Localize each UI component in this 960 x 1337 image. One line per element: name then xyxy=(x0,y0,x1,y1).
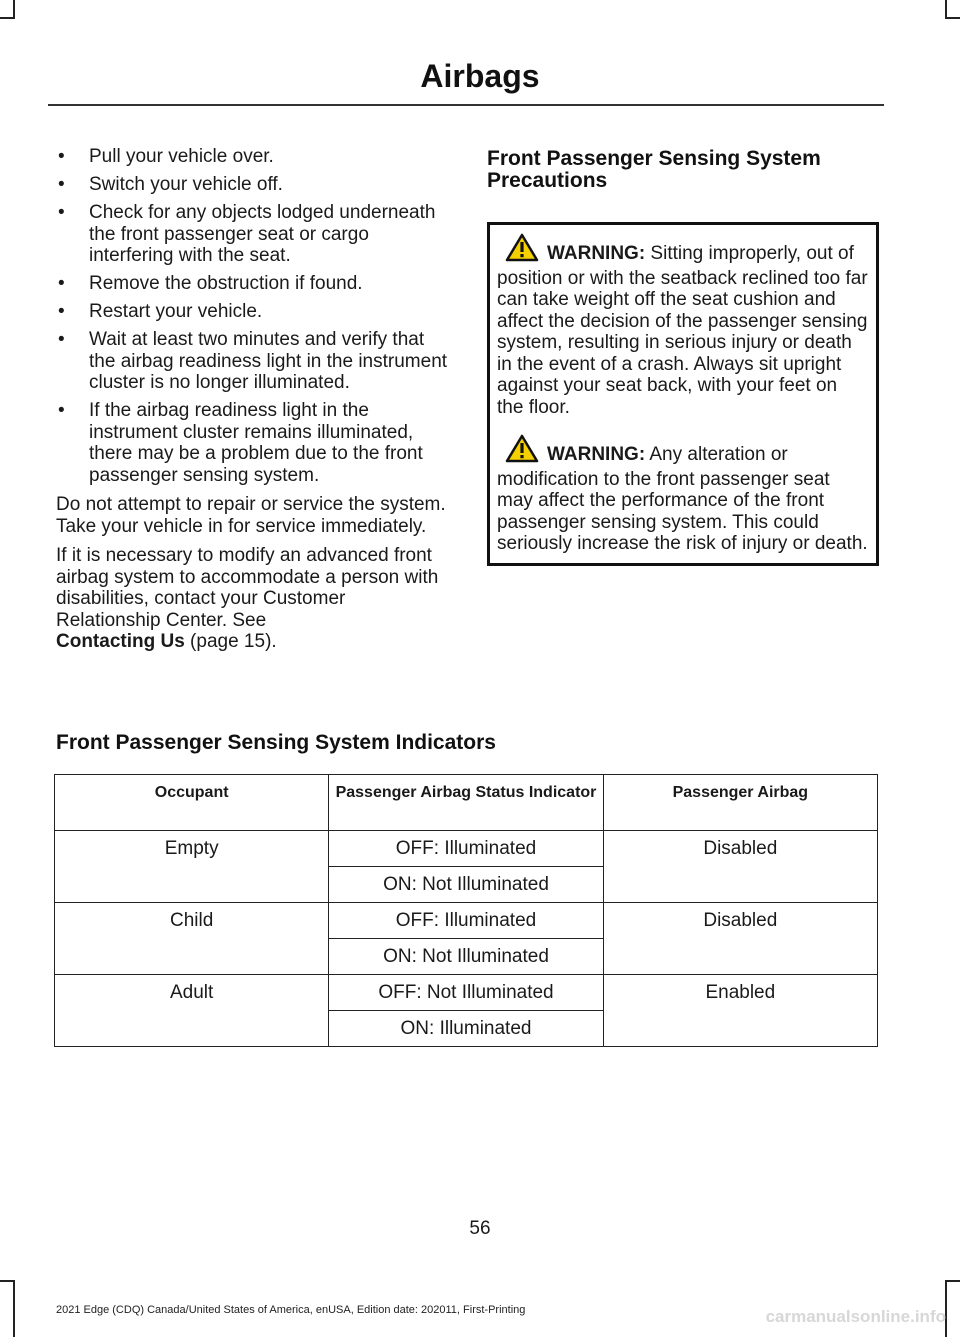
warning-text: Sitting improperly, out of position or with the seatback reclined too far can take weight off the seat cushion and affect the decision of the passenger sensing system, resulting in serious injury or death in the event of a crash. Always sit upright against your seat back, with your feet on the floor. xyxy=(497,243,868,418)
crop-mark-bottom-right-h xyxy=(945,1280,960,1282)
bullet-marker: • xyxy=(58,202,65,223)
cell-status-off: OFF: Illuminated xyxy=(329,903,603,939)
column-header-occupant: Occupant xyxy=(55,775,329,831)
crop-mark-bottom-left-v xyxy=(13,1280,15,1337)
cell-airbag: Enabled xyxy=(603,975,877,1047)
list-item xyxy=(56,400,448,486)
paragraph-modify-text: If it is necessary to modify an advanced front airbag system to accommodate a person with disabilities, contact your Customer Relationship Center. See xyxy=(56,545,439,631)
warning-box xyxy=(487,222,879,566)
table-header-row xyxy=(55,775,878,831)
header-divider xyxy=(48,104,884,106)
cell-status-on: ON: Not Illuminated xyxy=(329,939,603,975)
crop-mark-top-left-h xyxy=(0,17,15,19)
cell-status-off: OFF: Illuminated xyxy=(329,831,603,867)
list-item xyxy=(56,174,448,196)
bullet-marker: • xyxy=(58,273,65,294)
warning-triangle-icon xyxy=(505,233,539,268)
cell-airbag: Disabled xyxy=(603,831,877,903)
table-row xyxy=(55,975,878,1011)
paragraph-service: Do not attempt to repair or service the system. Take your vehicle in for service immediately. xyxy=(56,494,446,537)
right-column xyxy=(487,148,879,566)
section-heading: Front Passenger Sensing System Precautions xyxy=(487,147,821,192)
column-header-passenger-airbag: Passenger Airbag xyxy=(603,775,877,831)
warning-text: Any alteration or modification to the front passenger seat may affect the performance of the front passenger sensing system. This could seriously increase the risk of injury or death. xyxy=(497,444,868,554)
table-row xyxy=(55,831,878,867)
list-item-text: Remove the obstruction if found. xyxy=(89,273,363,294)
cell-occupant: Empty xyxy=(55,831,329,903)
indicators-table xyxy=(54,774,878,1047)
list-item xyxy=(56,202,448,267)
warning-label: WARNING: xyxy=(547,243,646,264)
bullet-marker: • xyxy=(58,146,65,167)
footer-text: 2021 Edge (CDQ) Canada/United States of America, enUSA, Edition date: 202011, First-Printing xyxy=(56,1304,526,1316)
list-item-text: Wait at least two minutes and verify that the airbag readiness light in the instrument cluster is no longer illuminated. xyxy=(89,329,448,393)
bullet-list xyxy=(56,146,448,486)
cell-status-off: OFF: Not Illuminated xyxy=(329,975,603,1011)
cell-occupant: Adult xyxy=(55,975,329,1047)
cell-airbag: Disabled xyxy=(603,903,877,975)
list-item xyxy=(56,273,448,295)
list-item-text: If the airbag readiness light in the instrument cluster remains illuminated, there may be a problem due to the front passenger sensing system. xyxy=(89,400,423,486)
cell-status-on: ON: Illuminated xyxy=(329,1011,603,1047)
crop-mark-top-right-h xyxy=(945,17,960,19)
table-title: Front Passenger Sensing System Indicators xyxy=(56,731,496,754)
warning-2 xyxy=(497,434,868,555)
table-row xyxy=(55,903,878,939)
bullet-marker: • xyxy=(58,400,65,421)
page-reference: (page 15). xyxy=(184,631,277,652)
list-item-text: Check for any objects lodged underneath the front passenger seat or cargo interfering with the seat. xyxy=(89,202,436,266)
crop-mark-bottom-left-h xyxy=(0,1280,15,1282)
paragraph-modify xyxy=(56,545,448,653)
contacting-us-link[interactable]: Contacting Us xyxy=(56,631,185,652)
cell-status-on: ON: Not Illuminated xyxy=(329,867,603,903)
cell-occupant: Child xyxy=(55,903,329,975)
left-column xyxy=(56,146,448,653)
page-number: 56 xyxy=(469,1218,491,1239)
list-item-text: Pull your vehicle over. xyxy=(89,146,274,167)
warning-label: WARNING: xyxy=(547,444,646,465)
bullet-marker: • xyxy=(58,174,65,195)
warning-1 xyxy=(497,233,868,418)
bullet-marker: • xyxy=(58,301,65,322)
list-item-text: Switch your vehicle off. xyxy=(89,174,283,195)
list-item xyxy=(56,301,448,323)
page-title: Airbags xyxy=(420,58,540,94)
list-item xyxy=(56,146,448,168)
column-header-status-indicator: Passenger Airbag Status Indicator xyxy=(329,775,603,831)
bullet-marker: • xyxy=(58,329,65,350)
watermark: carmanualsonline.info xyxy=(765,1307,946,1326)
list-item-text: Restart your vehicle. xyxy=(89,301,263,322)
warning-triangle-icon xyxy=(505,434,539,469)
list-item xyxy=(56,329,448,394)
